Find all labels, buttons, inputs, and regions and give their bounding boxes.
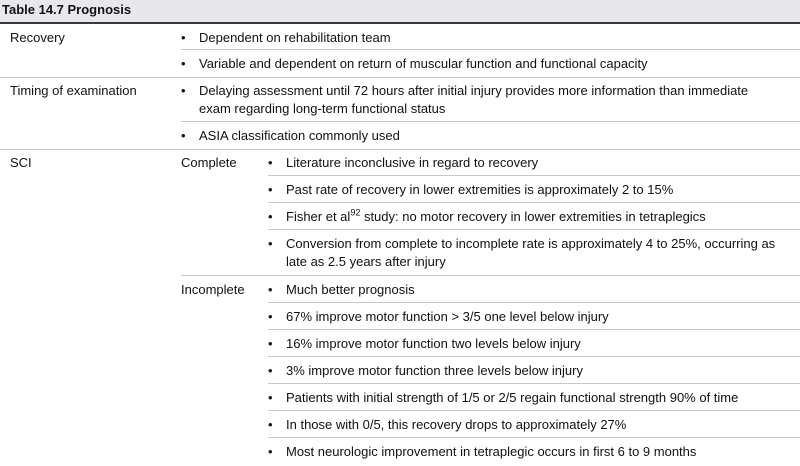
bullet: •	[268, 417, 273, 432]
list-item	[268, 416, 788, 434]
row-label-sci: SCI	[10, 155, 32, 170]
row-label-recovery: Recovery	[10, 30, 65, 45]
list-item	[268, 181, 788, 199]
list-item	[268, 335, 788, 353]
list-item-text: Dependent on rehabilitation team	[199, 30, 391, 45]
table-title: Table 14.7 Prognosis	[0, 0, 800, 24]
bullet: •	[268, 182, 273, 197]
list-item	[181, 82, 781, 118]
divider	[181, 275, 800, 276]
divider	[0, 77, 800, 78]
list-item-text: 67% improve motor function > 3/5 one level below injury	[286, 309, 609, 324]
citation-author: Fisher et al	[286, 209, 351, 224]
divider	[268, 383, 800, 384]
bullet: •	[268, 336, 273, 351]
divider	[268, 302, 800, 303]
divider	[268, 329, 800, 330]
citation-rest: study: no motor recovery in lower extremities in tetraplegics	[360, 209, 706, 224]
bullet: •	[181, 30, 186, 45]
sub-label-complete: Complete	[181, 155, 237, 170]
list-item	[268, 308, 788, 326]
list-item	[268, 208, 788, 226]
bullet: •	[268, 390, 273, 405]
bullet: •	[181, 83, 186, 98]
list-item	[268, 281, 788, 299]
divider	[181, 49, 800, 50]
list-item-text: Literature inconclusive in regard to recovery	[286, 155, 539, 170]
divider	[268, 410, 800, 411]
list-item-text: Past rate of recovery in lower extremities is approximately 2 to 15%	[286, 182, 674, 197]
bullet: •	[268, 363, 273, 378]
list-item	[268, 154, 788, 172]
list-item-text: 16% improve motor function two levels below injury	[286, 336, 581, 351]
bullet: •	[268, 236, 273, 251]
list-item-text: Variable and dependent on return of muscular function and functional capacity	[199, 56, 648, 71]
citation-number: 92	[350, 207, 361, 218]
list-item-text	[286, 208, 788, 226]
sub-label-incomplete: Incomplete	[181, 282, 245, 297]
list-item-text: Patients with initial strength of 1/5 or 2/5 regain functional strength 90% of time	[286, 390, 739, 405]
bullet: •	[268, 155, 273, 170]
divider	[268, 437, 800, 438]
list-item	[268, 443, 788, 461]
list-item-text: Most neurologic improvement in tetraplegic occurs in first 6 to 9 months	[286, 444, 697, 459]
divider	[268, 356, 800, 357]
list-item-text: In those with 0/5, this recovery drops to approximately 27%	[286, 417, 627, 432]
divider	[268, 229, 800, 230]
list-item	[181, 29, 781, 47]
bullet: •	[268, 282, 273, 297]
bullet: •	[268, 309, 273, 324]
list-item-text: ASIA classification commonly used	[199, 128, 400, 143]
list-item-text: Conversion from complete to incomplete rate is approximately 4 to 25%, occurring as late as 2.5 years after injury	[286, 236, 776, 269]
list-item-text: Much better prognosis	[286, 282, 415, 297]
list-item	[181, 127, 781, 145]
row-label-timing: Timing of examination	[10, 83, 137, 98]
bullet: •	[268, 209, 273, 224]
list-item-text: 3% improve motor function three levels below injury	[286, 363, 583, 378]
divider	[181, 121, 800, 122]
bullet: •	[181, 56, 186, 71]
list-item	[268, 389, 788, 407]
bullet: •	[181, 128, 186, 143]
bullet: •	[268, 444, 273, 459]
list-item	[268, 235, 788, 271]
divider	[0, 149, 800, 150]
divider	[268, 175, 800, 176]
list-item	[268, 362, 788, 380]
list-item	[181, 55, 781, 73]
list-item-text: Delaying assessment until 72 hours after initial injury provides more information than immediate exam regarding long-term functional status	[199, 83, 749, 116]
divider	[268, 202, 800, 203]
